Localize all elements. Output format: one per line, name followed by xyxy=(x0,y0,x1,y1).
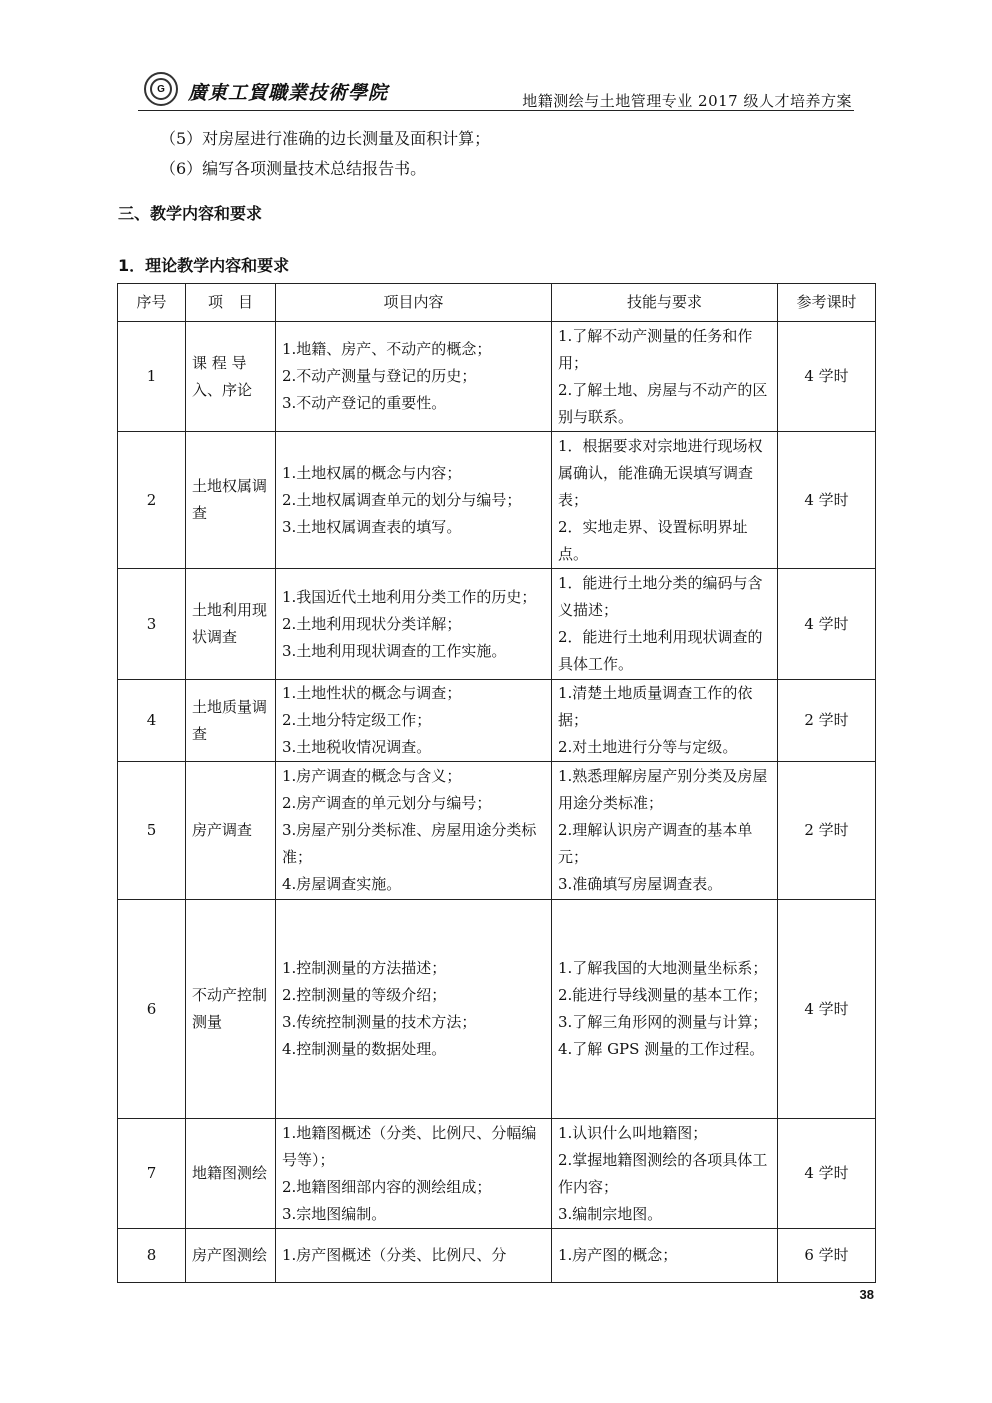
table-row xyxy=(118,432,876,569)
row-content xyxy=(276,900,552,1119)
skill-line: 2．能进行土地利用现状调查的具体工作。 xyxy=(558,628,763,673)
header-item: 项 目 xyxy=(186,284,276,322)
content-line: 3.土地税收情况调查。 xyxy=(282,738,432,756)
content-line: 3.传统控制测量的技术方法； xyxy=(282,1013,477,1031)
row-skills xyxy=(552,680,778,762)
document-title: 地籍测绘与土地管理专业 2017 级人才培养方案 xyxy=(522,92,852,110)
row-hours: 4 学时 xyxy=(778,432,876,569)
skill-line: 1.房产图的概念； xyxy=(558,1246,678,1264)
header-skills: 技能与要求 xyxy=(552,284,778,322)
section-title: 三、教学内容和要求 xyxy=(118,204,263,223)
row-hours: 6 学时 xyxy=(778,1229,876,1283)
skill-line: 3.准确填写房屋调查表。 xyxy=(558,875,723,893)
table-row xyxy=(118,1119,876,1229)
table-header-row xyxy=(118,284,876,322)
content-line: 3.土地权属调查表的填写。 xyxy=(282,517,462,536)
skill-line: 1.认识什么叫地籍图； xyxy=(558,1123,708,1142)
skill-line: 2.理解认识房产调查的基本单元； xyxy=(558,821,753,866)
intro-line-6: （6）编写各项测量技术总结报告书。 xyxy=(160,159,427,178)
row-hours: 4 学时 xyxy=(778,900,876,1119)
table-row xyxy=(118,900,876,1119)
content-line: 1.我国近代土地利用分类工作的历史； xyxy=(282,587,537,606)
row-item: 土地权属调查 xyxy=(186,432,276,569)
content-line: 3.不动产登记的重要性。 xyxy=(282,394,447,412)
table-row xyxy=(118,1229,876,1283)
intro-line-5: （5）对房屋进行准确的边长测量及面积计算； xyxy=(160,129,491,148)
row-skills xyxy=(552,762,778,900)
content-line: 2.土地分特定级工作； xyxy=(282,711,432,729)
skill-line: 3.了解三角形网的测量与计算； xyxy=(558,1013,768,1031)
row-item: 房产调查 xyxy=(186,762,276,900)
row-skills xyxy=(552,1229,778,1283)
row-item: 房产图测绘 xyxy=(186,1229,276,1283)
skill-line: 1.了解我国的大地测量坐标系； xyxy=(558,959,768,977)
table-row xyxy=(118,762,876,900)
content-line: 2.土地利用现状分类详解； xyxy=(282,614,462,633)
skill-line: 2.能进行导线测量的基本工作； xyxy=(558,986,768,1004)
row-skills xyxy=(552,1119,778,1229)
row-content xyxy=(276,322,552,432)
content-line: 1.地籍、房产、不动产的概念； xyxy=(282,340,492,358)
logo-mark: G xyxy=(150,78,172,100)
content-line: 1.控制测量的方法描述； xyxy=(282,959,447,977)
school-name: 廣東工貿職業技術學院 xyxy=(188,82,389,104)
content-line: 2.不动产测量与登记的历史； xyxy=(282,367,477,385)
row-number: 1 xyxy=(118,322,186,432)
table-row xyxy=(118,680,876,762)
content-line: 4.控制测量的数据处理。 xyxy=(282,1040,447,1058)
page-number: 38 xyxy=(859,1287,874,1302)
skill-line: 3.编制宗地图。 xyxy=(558,1204,663,1223)
row-content xyxy=(276,762,552,900)
row-content xyxy=(276,569,552,680)
content-line: 1.土地权属的概念与内容； xyxy=(282,463,462,482)
row-item: 课 程 导入、序论 xyxy=(186,322,276,432)
row-content xyxy=(276,432,552,569)
subsection-title: 1．理论教学内容和要求 xyxy=(118,256,290,275)
row-content xyxy=(276,680,552,762)
content-line: 1.地籍图概述（分类、比例尺、分幅编号等）； xyxy=(282,1123,537,1169)
row-skills xyxy=(552,322,778,432)
content-line: 3.宗地图编制。 xyxy=(282,1204,387,1223)
content-line: 1.土地性状的概念与调查； xyxy=(282,684,462,702)
skill-line: 1．根据要求对宗地进行现场权属确认，能准确无误填写调查表； xyxy=(558,436,763,509)
row-hours: 4 学时 xyxy=(778,322,876,432)
content-line: 2.控制测量的等级介绍； xyxy=(282,986,447,1004)
row-hours: 2 学时 xyxy=(778,680,876,762)
row-number: 4 xyxy=(118,680,186,762)
row-number: 6 xyxy=(118,900,186,1119)
content-line: 4.房屋调查实施。 xyxy=(282,875,402,893)
content-line: 1.房产图概述（分类、比例尺、分 xyxy=(282,1246,507,1264)
content-line: 3.房屋产别分类标准、房屋用途分类标准； xyxy=(282,821,537,866)
row-skills xyxy=(552,569,778,680)
content-line: 2.地籍图细部内容的测绘组成； xyxy=(282,1177,492,1196)
row-number: 2 xyxy=(118,432,186,569)
row-item: 土地利用现状调查 xyxy=(186,569,276,680)
row-content xyxy=(276,1119,552,1229)
skill-line: 1．能进行土地分类的编码与含义描述； xyxy=(558,574,763,619)
row-number: 8 xyxy=(118,1229,186,1283)
row-number: 5 xyxy=(118,762,186,900)
skill-line: 1.了解不动产测量的任务和作用； xyxy=(558,326,753,372)
content-line: 2.房产调查的单元划分与编号； xyxy=(282,794,492,812)
row-hours: 4 学时 xyxy=(778,1119,876,1229)
header-content: 项目内容 xyxy=(276,284,552,322)
school-logo-icon xyxy=(144,72,178,106)
row-number: 7 xyxy=(118,1119,186,1229)
table-row xyxy=(118,322,876,432)
header-hours: 参考课时 xyxy=(778,284,876,322)
row-hours: 4 学时 xyxy=(778,569,876,680)
content-line: 2.土地权属调查单元的划分与编号； xyxy=(282,490,522,509)
row-item: 土地质量调查 xyxy=(186,680,276,762)
skill-line: 4.了解 GPS 测量的工作过程。 xyxy=(558,1040,765,1058)
table-row xyxy=(118,569,876,680)
skill-line: 2.对土地进行分等与定级。 xyxy=(558,738,738,756)
skill-line: 2.掌握地籍图测绘的各项具体工作内容； xyxy=(558,1150,768,1196)
header-no: 序号 xyxy=(118,284,186,322)
row-item: 地籍图测绘 xyxy=(186,1119,276,1229)
row-skills xyxy=(552,900,778,1119)
row-content xyxy=(276,1229,552,1283)
theory-teaching-table xyxy=(117,283,876,1283)
skill-line: 2．实地走界、设置标明界址点。 xyxy=(558,517,748,563)
content-line: 3.土地利用现状调查的工作实施。 xyxy=(282,641,507,660)
row-skills xyxy=(552,432,778,569)
skill-line: 1.清楚土地质量调查工作的依据； xyxy=(558,684,753,729)
row-item: 不动产控制测量 xyxy=(186,900,276,1119)
row-hours: 2 学时 xyxy=(778,762,876,900)
skill-line: 2.了解土地、房屋与不动产的区别与联系。 xyxy=(558,380,768,426)
content-line: 1.房产调查的概念与含义； xyxy=(282,767,462,785)
skill-line: 1.熟悉理解房屋产别分类及房屋用途分类标准； xyxy=(558,767,768,812)
row-number: 3 xyxy=(118,569,186,680)
page-header xyxy=(138,66,854,111)
